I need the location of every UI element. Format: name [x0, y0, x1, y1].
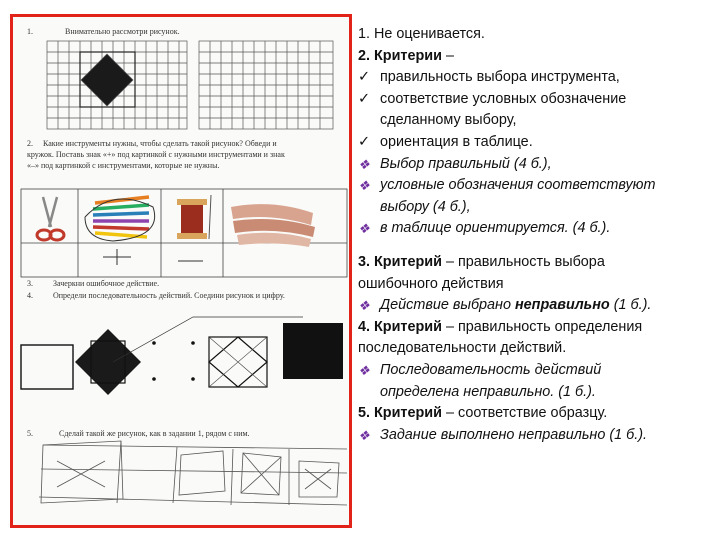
criterion-5-number: 5. — [358, 405, 374, 422]
scissors-icon — [37, 197, 64, 240]
tick-item-text: правильность выбора инструмента, — [380, 69, 620, 86]
score-item — [358, 218, 708, 240]
tick-item-continuation — [358, 110, 708, 132]
q1-text: Внимательно рассмотри рисунок. — [65, 27, 180, 36]
score-item-text: Последовательность действий — [380, 361, 602, 378]
criterion-2-number: 2. — [358, 47, 374, 64]
criterion-3-title: Критерий — [374, 253, 442, 270]
criterion-4-desc-cont — [358, 338, 708, 360]
fabric-pieces-icon — [231, 204, 315, 247]
score-item — [358, 360, 708, 382]
criterion-4-title: Критерий — [374, 318, 442, 335]
score-item-points: (1 б.). — [609, 297, 652, 314]
diamond-bullet-icon: ❖ — [358, 427, 370, 443]
q3-text: Зачеркни ошибочное действие. — [53, 279, 160, 288]
tick-item-text: ориентация в таблице. — [380, 133, 533, 150]
criterion-4-desc: – правильность определения — [441, 318, 643, 335]
score-item-text: выбору (4 б.), — [380, 198, 471, 215]
criterion-5-title: Критерий — [374, 405, 442, 422]
score-item-text: определена неправильно. (1 б.). — [380, 383, 596, 400]
q2-line1: Какие инструменты нужны, чтобы сделать такой рисунок? Обведи и — [43, 139, 277, 148]
tick-item-text: сделанному выбору, — [380, 112, 517, 129]
diamond-bullet-icon: ❖ — [358, 156, 370, 172]
q4-number: 4. — [27, 291, 33, 300]
score-item-text: в таблице ориентируется. (4 б.). — [380, 220, 611, 237]
diamond-bullet-icon: ❖ — [358, 298, 370, 314]
criterion-3-desc-cont — [358, 274, 708, 296]
tick-item — [358, 67, 708, 89]
score-item-text: условные обозначения соответствуют — [380, 177, 656, 194]
score-item — [358, 425, 708, 447]
worksheet-drawings — [13, 17, 349, 525]
check-icon: ✓ — [358, 69, 371, 86]
plus-mark — [103, 249, 131, 265]
criterion-4-number: 4. — [358, 318, 374, 335]
criteria-text — [358, 24, 708, 446]
criteria-3-heading — [358, 252, 708, 274]
criterion-5-desc: – соответствие образцу. — [441, 405, 608, 422]
q2-line2: кружок. Поставь знак «+» под картинкой с нужными инструментами и знак — [27, 150, 285, 159]
criterion-2-dash: – — [441, 47, 454, 64]
criteria-4-heading — [358, 317, 708, 339]
criteria-2-heading — [358, 46, 708, 68]
score-item-text: Действие выбрано — [380, 297, 515, 314]
q2-number: 2. — [27, 139, 33, 148]
score-item-text: Задание выполнено неправильно (1 б.). — [380, 426, 648, 443]
worksheet-image — [10, 14, 352, 528]
criterion-1-text: 1. Не оценивается. — [358, 26, 485, 42]
score-item — [358, 175, 708, 197]
check-icon: ✓ — [358, 90, 371, 107]
q3-number: 3. — [27, 279, 33, 288]
child-drawing — [39, 441, 347, 505]
score-item-text: Выбор правильный (4 б.), — [380, 155, 552, 172]
criterion-3-desc-text: ошибочного действия — [358, 275, 504, 292]
score-item-continuation — [358, 197, 708, 219]
criterion-3-number: 3. — [358, 253, 374, 270]
q1-number: 1. — [27, 27, 33, 36]
criterion-1-line — [358, 24, 708, 46]
q5-text: Сделай такой же рисунок, как в задании 1, рядом с ним. — [59, 429, 250, 438]
empty-grid — [199, 41, 333, 129]
criterion-2-title: Критерии — [374, 47, 442, 64]
score-item — [358, 154, 708, 176]
steps-row — [21, 317, 343, 395]
score-item — [358, 295, 708, 317]
tick-item-text: соответствие условных обозначение — [380, 90, 627, 107]
diamond-bullet-icon: ❖ — [358, 221, 370, 237]
criteria-5-heading — [358, 403, 708, 425]
criterion-3-desc: – правильность выбора — [441, 253, 605, 270]
criterion-4-desc-text: последовательности действий. — [358, 340, 567, 357]
score-item-emphasis: неправильно — [514, 297, 610, 314]
score-item-continuation — [358, 382, 708, 404]
q5-number: 5. — [27, 429, 33, 438]
check-icon: ✓ — [358, 133, 371, 150]
tools-table — [21, 189, 347, 277]
pencils-icon — [85, 197, 155, 241]
grid-with-diamond — [47, 41, 187, 129]
tick-item — [358, 89, 708, 111]
tick-item — [358, 132, 708, 154]
diamond-bullet-icon: ❖ — [358, 362, 370, 378]
q2-line3: «–» под картинкой с инструментами, которые не нужны. — [27, 161, 220, 170]
q4-text: Определи последовательность действий. Соедини рисунок и цифру. — [53, 291, 285, 300]
diamond-bullet-icon: ❖ — [358, 178, 370, 194]
thread-spool-icon — [177, 195, 211, 239]
